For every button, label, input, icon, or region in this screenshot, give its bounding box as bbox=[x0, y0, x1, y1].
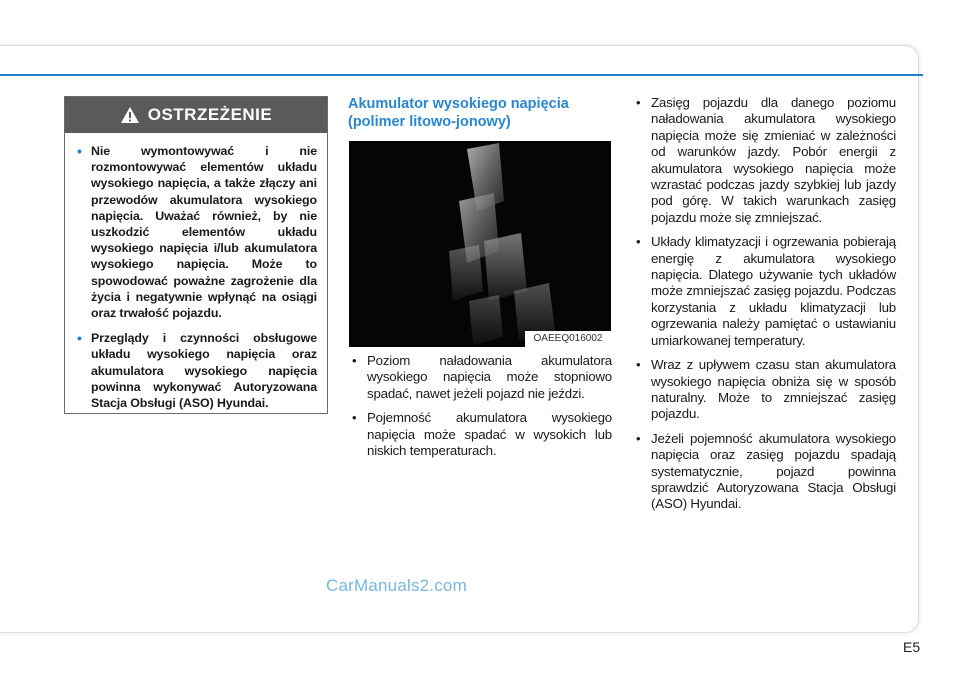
list-item: • Wraz z upływem czasu stan akumulatora wysokiego napięcia obniża się w sposób naturalny. Może to zmniejszać zasięg pojazdu. bbox=[633, 357, 896, 423]
battery-photo bbox=[349, 141, 611, 347]
warning-item: • Nie wymontowywać i nie rozmontowywać elementów układu wysokiego napięcia, a także złączy ani przewodów akumulatora wysokiego napięcia. Uważać również, by nie uszkodzić elementów układu wysokiego napięcia i/lub akumulatora wysokiego napięcia. Może to spowodować poważne zagrożenie dla życia i negatywnie wpłynąć na osiągi oraz trwałość pojazdu. bbox=[79, 143, 317, 321]
list-item: • Jeżeli pojemność akumulatora wysokiego napięcia oraz zasięg pojazdu spadają systematycznie, pojazd powinna sprawdzić Autoryzowana Stacja Obsługi (ASO) Hyundai. bbox=[633, 431, 896, 513]
section-title bbox=[348, 95, 618, 131]
list-item: • Zasięg pojazdu dla danego poziomu naładowania akumulatora wysokiego napięcia może się zmieniać w zależności od warunków jazdy. Pobór energii z akumulatora wysokiego napięcia może wzrastać podczas jazdy szybkiej lub jazdy pod górę. W takich warunkach zasięg pojazdu może się zmniejszać. bbox=[633, 95, 896, 226]
warning-list bbox=[65, 133, 327, 411]
warning-box bbox=[64, 96, 328, 414]
middle-column bbox=[349, 353, 612, 467]
page-number: E5 bbox=[903, 639, 921, 655]
header-rule bbox=[0, 74, 923, 76]
list-item: • Pojemność akumulatora wysokiego napięcia może spadać w wysokich lub niskich temperaturach. bbox=[349, 410, 612, 459]
warning-header bbox=[65, 97, 327, 133]
right-column bbox=[633, 95, 896, 521]
figure-code: OAEEQ016002 bbox=[525, 331, 611, 347]
watermark: CarManuals2.com bbox=[326, 576, 467, 595]
warning-item: • Przeglądy i czynności obsługowe układu wysokiego napięcia oraz akumulatora wysokiego napięcia powinna wykonywać Autoryzowana Stacja Obsługi (ASO) Hyundai. bbox=[79, 330, 317, 411]
right-bullet-list bbox=[633, 95, 896, 513]
list-item: • Poziom naładowania akumulatora wysokiego napięcia może stopniowo spadać, nawet jeżeli pojazd nie jeździ. bbox=[349, 353, 612, 402]
warning-title: OSTRZEŻENIE bbox=[147, 105, 273, 124]
middle-bullet-list bbox=[349, 353, 612, 459]
list-item: • Układy klimatyzacji i ogrzewania pobierają energię z akumulatora wysokiego napięcia. Dlatego używanie tych układów może zmniejszać zasięg pojazdu. Podczas korzystania z układu klimatyzacji lub ogrzewania należy pamiętać o ustawianiu umiarkowanej temperatury. bbox=[633, 234, 896, 349]
warning-triangle-icon bbox=[120, 106, 140, 124]
battery-photo-image bbox=[349, 141, 611, 347]
section-title-line-2: (polimer litowo-jonowy) bbox=[348, 114, 511, 130]
section-title-line-1: Akumulator wysokiego napięcia bbox=[348, 96, 569, 112]
